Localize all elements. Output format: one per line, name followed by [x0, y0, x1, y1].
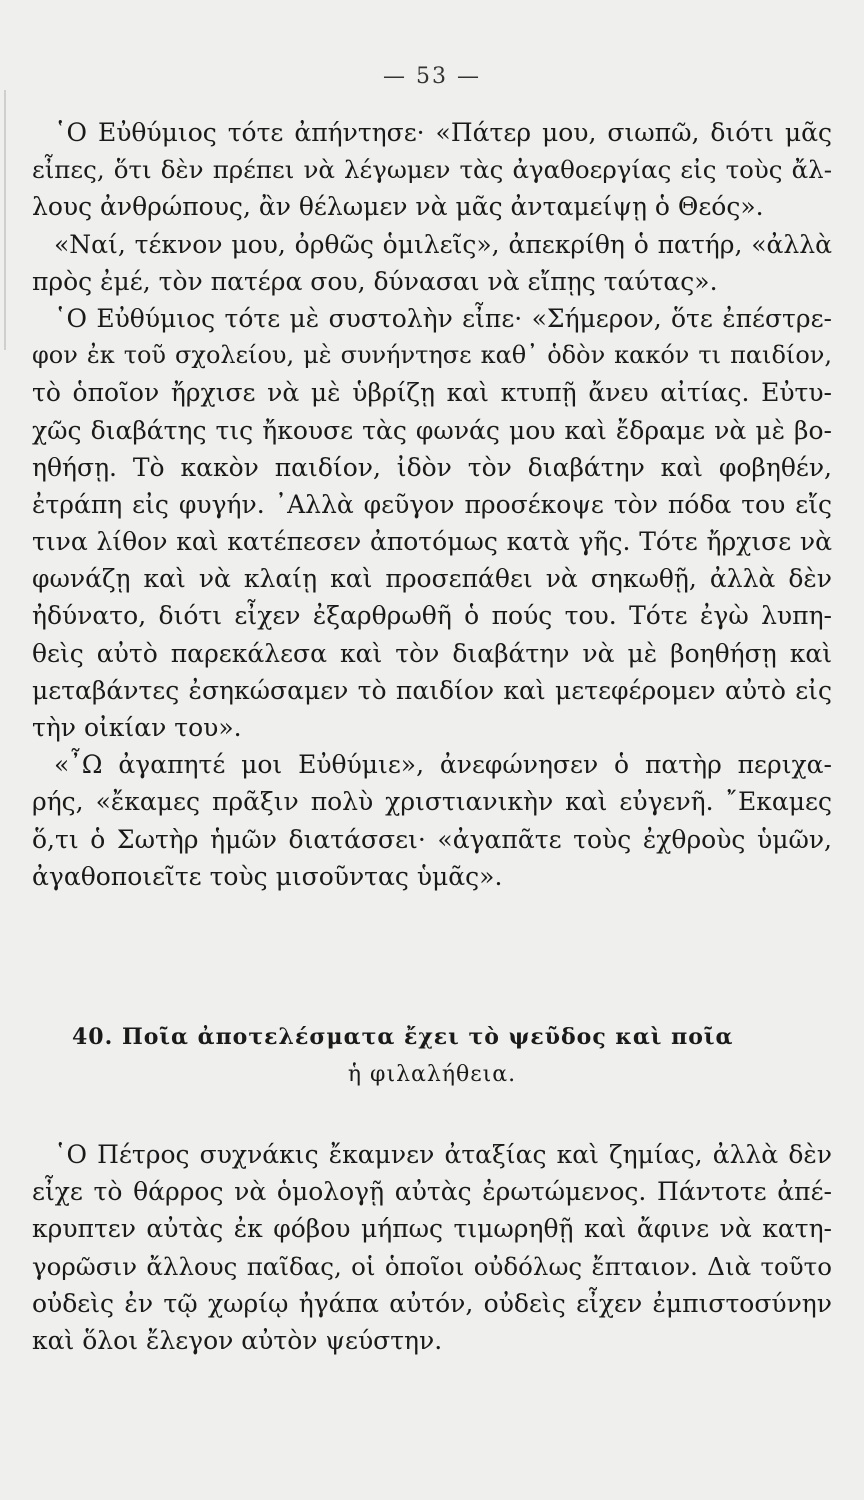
text-line: πρὸς ἐμέ, τὸν πατέρα σου, δύνασαι νὰ εἴπῃς ταύτας». — [32, 266, 718, 296]
section-title-line2: ἡ φιλαλήθεια. — [347, 1062, 517, 1087]
text-line: ἐτράπη εἰς φυγήν. ᾿Αλλὰ φεῦγον προσέκοψε τὸν πόδα του εἴς — [32, 489, 832, 519]
text-line: φωνάζῃ καὶ νὰ κλαίῃ καὶ προσεπάθει νὰ σηκωθῇ, ἀλλὰ δὲν — [32, 564, 832, 594]
text-line: λους ἀνθρώπους, ἂν θέλωμεν νὰ μᾶς ἀνταμείψῃ ὁ Θεός». — [32, 192, 764, 222]
text-line: ῾Ο Εὐθύμιος τότε ἀπήντησε· «Πάτερ μου, σιωπῶ, διότι μᾶς — [54, 118, 832, 147]
text-line: «Ναί, τέκνον μου, ὀρθῶς ὁμιλεῖς», ἀπεκρίθη ὁ πατήρ, «ἀλλὰ — [54, 229, 832, 259]
text-line: τὸ ὁποῖον ἤρχισε νὰ μὲ ὑβρίζῃ καὶ κτυπῇ ἄνευ αἰτίας. Εὐτυ- — [32, 378, 832, 408]
body-text-top — [32, 114, 832, 895]
section-number: 40. — [72, 1024, 114, 1050]
body-text-bottom — [32, 1136, 832, 1359]
text-line: τινα λίθον καὶ κατέπεσεν ἀποτόμως κατὰ γῆς. Τότε ἤρχισε νὰ — [32, 527, 832, 557]
text-line: ῾Ο Πέτρος συχνάκις ἔκαμνεν ἀταξίας καὶ ζημίας, ἀλλὰ δὲν — [54, 1140, 832, 1169]
section-title-line1: Ποῖα ἀποτελέσματα ἔχει τὸ ψεῦδος καὶ ποῖα — [121, 1024, 734, 1050]
text-line: ὅ,τι ὁ Σωτὴρ ἡμῶν διατάσσει· «ἀγαπᾶτε τοὺς ἐχθροὺς ὑμῶν, — [32, 824, 832, 854]
text-line: μεταβάντες ἐσηκώσαμεν τὸ παιδίον καὶ μετεφέρομεν αὐτὸ εἰς — [32, 675, 832, 705]
text-line: καὶ ὅλοι ἔλεγον αὐτὸν ψεύστην. — [32, 1325, 443, 1355]
text-line: ηθήσῃ. Τὸ κακὸν παιδίον, ἰδὸν τὸν διαβάτην καὶ φοβηθέν, — [32, 452, 832, 482]
text-line: φον ἐκ τοῦ σχολείου, μὲ συνήντησε καθ᾽ ὁδὸν κακόν τι παιδίον, — [32, 341, 832, 370]
section-heading-line1 — [32, 1018, 832, 1056]
text-line: χῶς διαβάτης τις ἤκουσε τὰς φωνάς μου καὶ ἔδραμε νὰ μὲ βο- — [32, 415, 832, 445]
text-line: ρής, «ἔκαμες πρᾶξιν πολὺ χριστιανικὴν καὶ εὐγενῆ. ῎Εκαμες — [32, 787, 832, 817]
text-line: τὴν οἰκίαν του». — [32, 713, 242, 742]
text-line: εἶπες, ὅτι δὲν πρέπει νὰ λέγωμεν τὰς ἀγαθοεργίας εἰς τοὺς ἄλ- — [32, 155, 832, 185]
text-line: ἠδύνατο, διότι εἶχεν ἐξαρθρωθῆ ὁ πούς του. Τότε ἐγὼ λυπη- — [32, 601, 832, 631]
text-line: θεὶς αὐτὸ παρεκάλεσα καὶ τὸν διαβάτην νὰ μὲ βοηθήσῃ καὶ — [32, 638, 832, 668]
text-line: ἀγαθοποιεῖτε τοὺς μισοῦντας ὑμᾶς». — [32, 861, 503, 891]
page-edge-shadow — [4, 90, 6, 350]
text-line: «῏Ω ἀγαπητέ μοι Εὐθύμιε», ἀνεφώνησεν ὁ πατὴρ περιχα- — [54, 750, 832, 780]
text-line: εἶχε τὸ θάρρος νὰ ὁμολογῇ αὐτὰς ἐρωτώμενος. Πάντοτε ἀπέ- — [32, 1177, 832, 1207]
text-line: ῾Ο Εὐθύμιος τότε μὲ συστολὴν εἶπε· «Σήμερον, ὅτε ἐπέστρε- — [54, 303, 832, 333]
text-line: κρυπτεν αὐτὰς ἐκ φόβου μήπως τιμωρηθῇ καὶ ἄφινε νὰ κατη- — [32, 1214, 832, 1244]
section-heading — [32, 1018, 832, 1094]
text-line: γορῶσιν ἄλλους παῖδας, οἱ ὁποῖοι οὐδόλως ἔπταιον. Διὰ τοῦτο — [32, 1251, 832, 1281]
text-line: οὐδεὶς ἐν τῷ χωρίῳ ἠγάπα αὐτόν, οὐδεὶς εἶχεν ἐμπιστοσύνην — [32, 1288, 832, 1318]
page-number: — 53 — — [383, 64, 481, 89]
